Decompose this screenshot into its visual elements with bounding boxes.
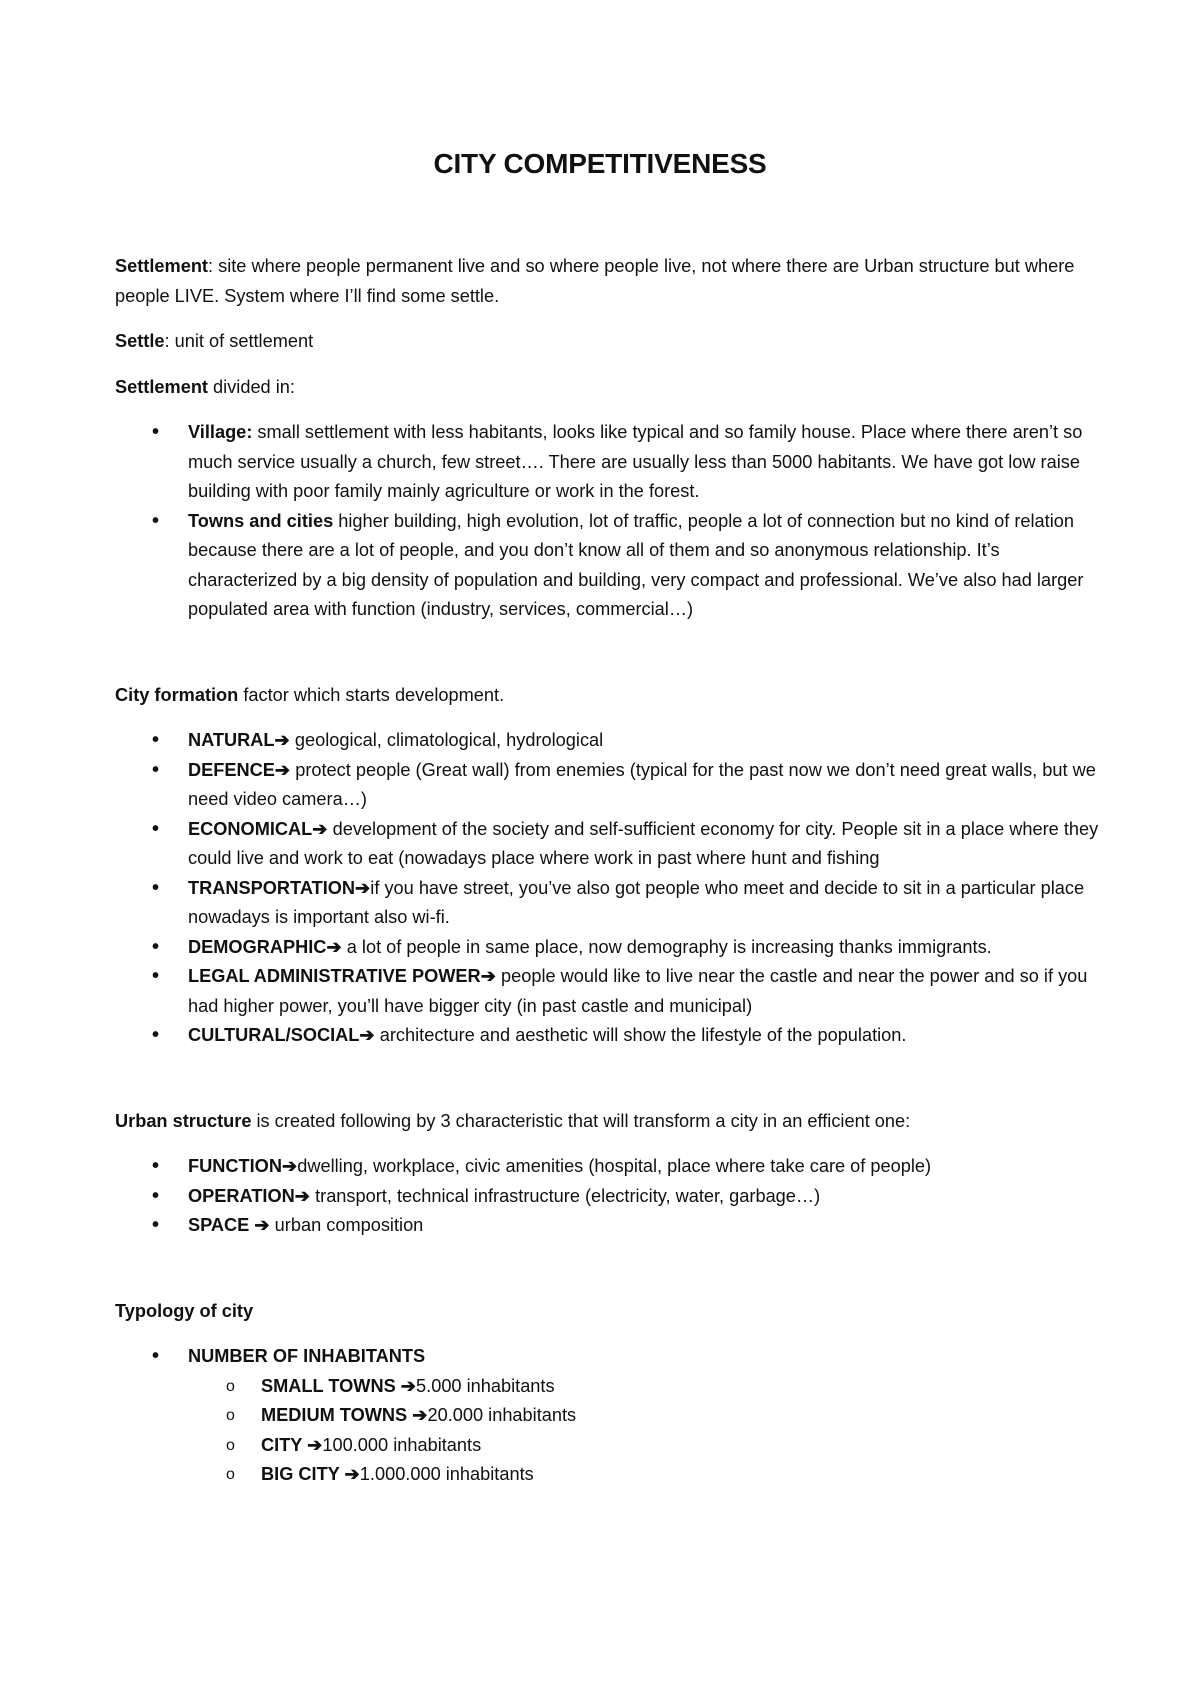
sublist-item: o SMALL TOWNS ➔5.000 inhabitants — [115, 1372, 1100, 1402]
list-item: • Towns and cities higher building, high evolution, lot of traffic, people a lot of connection but no kind of relation because there are a lot of people, and you don’t know all of them and so anonymous relationship. It’s characterized by a big density of population and building, very compact and professional. We’ve also had larger populated area with function (industry, services, commercial…) — [115, 507, 1100, 625]
city-formation-heading: City formation factor which starts development. — [115, 684, 505, 705]
list-item: • CULTURAL/SOCIAL➔ architecture and aesthetic will show the lifestyle of the population. — [115, 1021, 1100, 1051]
settle-definition: Settle: unit of settlement — [115, 331, 314, 351]
definition-text: site where people permanent live and so where people live, not where there are Urban structure but where people LIVE. System where I’ll find some settle. — [115, 256, 1075, 306]
arrow-icon: ➔ — [274, 759, 291, 780]
term: Settlement — [115, 256, 208, 276]
list-item: • TRANSPORTATION➔if you have street, you’ve also got people who meet and decide to sit in a particular place nowadays is important also wi-fi. — [115, 874, 1100, 933]
settlement-divided — [115, 373, 1100, 403]
definition-text: divided in: — [207, 376, 295, 397]
arrow-icon: ➔ — [480, 966, 496, 986]
settlement-definition: Settlement: site where people permanent live and so where people live, not where there are Urban structure but where people LIVE. System where I’ll find some settle. — [115, 256, 1075, 306]
sublist-item: o CITY ➔100.000 inhabitants — [115, 1431, 1100, 1461]
arrow-icon: ➔ — [281, 1156, 298, 1176]
arrow-icon: ➔ — [355, 877, 371, 898]
list-item: • SPACE ➔ urban composition — [115, 1211, 1100, 1241]
arrow-icon: ➔ — [312, 818, 328, 839]
sublist-item: o MEDIUM TOWNS ➔20.000 inhabitants — [115, 1401, 1100, 1431]
list-item: • FUNCTION➔dwelling, workplace, civic amenities (hospital, place where take care of people) — [115, 1152, 1100, 1182]
term: Settle — [115, 331, 165, 351]
list-item: • NATURAL➔ geological, climatological, hydrological — [115, 726, 1100, 756]
arrow-icon: ➔ — [412, 1405, 428, 1425]
urban-characteristics-list — [115, 1152, 1100, 1241]
term: Urban structure — [115, 1110, 252, 1131]
page-title: CITY COMPETITIVENESS — [433, 148, 767, 179]
sublist-item: o BIG CITY ➔1.000.000 inhabitants — [115, 1460, 1100, 1490]
list-item: • DEMOGRAPHIC➔ a lot of people in same place, now demography is increasing thanks immigrants. — [115, 933, 1100, 963]
settlement-types-list — [115, 418, 1100, 625]
urban-structure-heading: Urban structure is created following by 3 characteristic that will transform a city in an efficient one: — [115, 1110, 911, 1131]
typology-heading: Typology of city — [115, 1300, 254, 1321]
list-item: • Village: small settlement with less habitants, looks like typical and so family house. Place where there aren’t so much service usually a church, few street…. There are usually less than 5000 habitants. We have got low raise building with poor family mainly agriculture or work in the forest. — [115, 418, 1100, 507]
list-item: • LEGAL ADMINISTRATIVE POWER➔ people would like to live near the castle and near the power and so if you had higher power, you’ll have bigger city (in past castle and municipal) — [115, 962, 1100, 1021]
term: City formation — [115, 684, 239, 705]
arrow-icon: ➔ — [254, 1215, 270, 1235]
arrow-icon: ➔ — [274, 730, 290, 750]
arrow-icon: ➔ — [307, 1434, 323, 1455]
inhabitants-sublist — [115, 1372, 1100, 1490]
arrow-icon: ➔ — [326, 936, 342, 957]
typology-list — [115, 1342, 1100, 1372]
arrow-icon: ➔ — [344, 1464, 360, 1484]
definition-text: unit of settlement — [169, 331, 314, 351]
arrow-icon: ➔ — [359, 1025, 375, 1045]
list-item: • NUMBER OF INHABITANTS — [115, 1342, 1100, 1372]
list-item: • DEFENCE➔ protect people (Great wall) from enemies (typical for the past now we don’t need great walls, but we need video camera…) — [115, 756, 1100, 815]
arrow-icon: ➔ — [400, 1375, 417, 1396]
document-body — [115, 252, 1100, 1490]
formation-factors-list — [115, 726, 1100, 1051]
term: Settlement — [115, 376, 208, 397]
list-item: • OPERATION➔ transport, technical infrastructure (electricity, water, garbage…) — [115, 1182, 1100, 1212]
arrow-icon: ➔ — [294, 1185, 311, 1206]
list-item: • ECONOMICAL➔ development of the society and self-sufficient economy for city. People sit in a place where they could live and work to eat (nowadays place where work in past where hunt and fishing — [115, 815, 1100, 874]
